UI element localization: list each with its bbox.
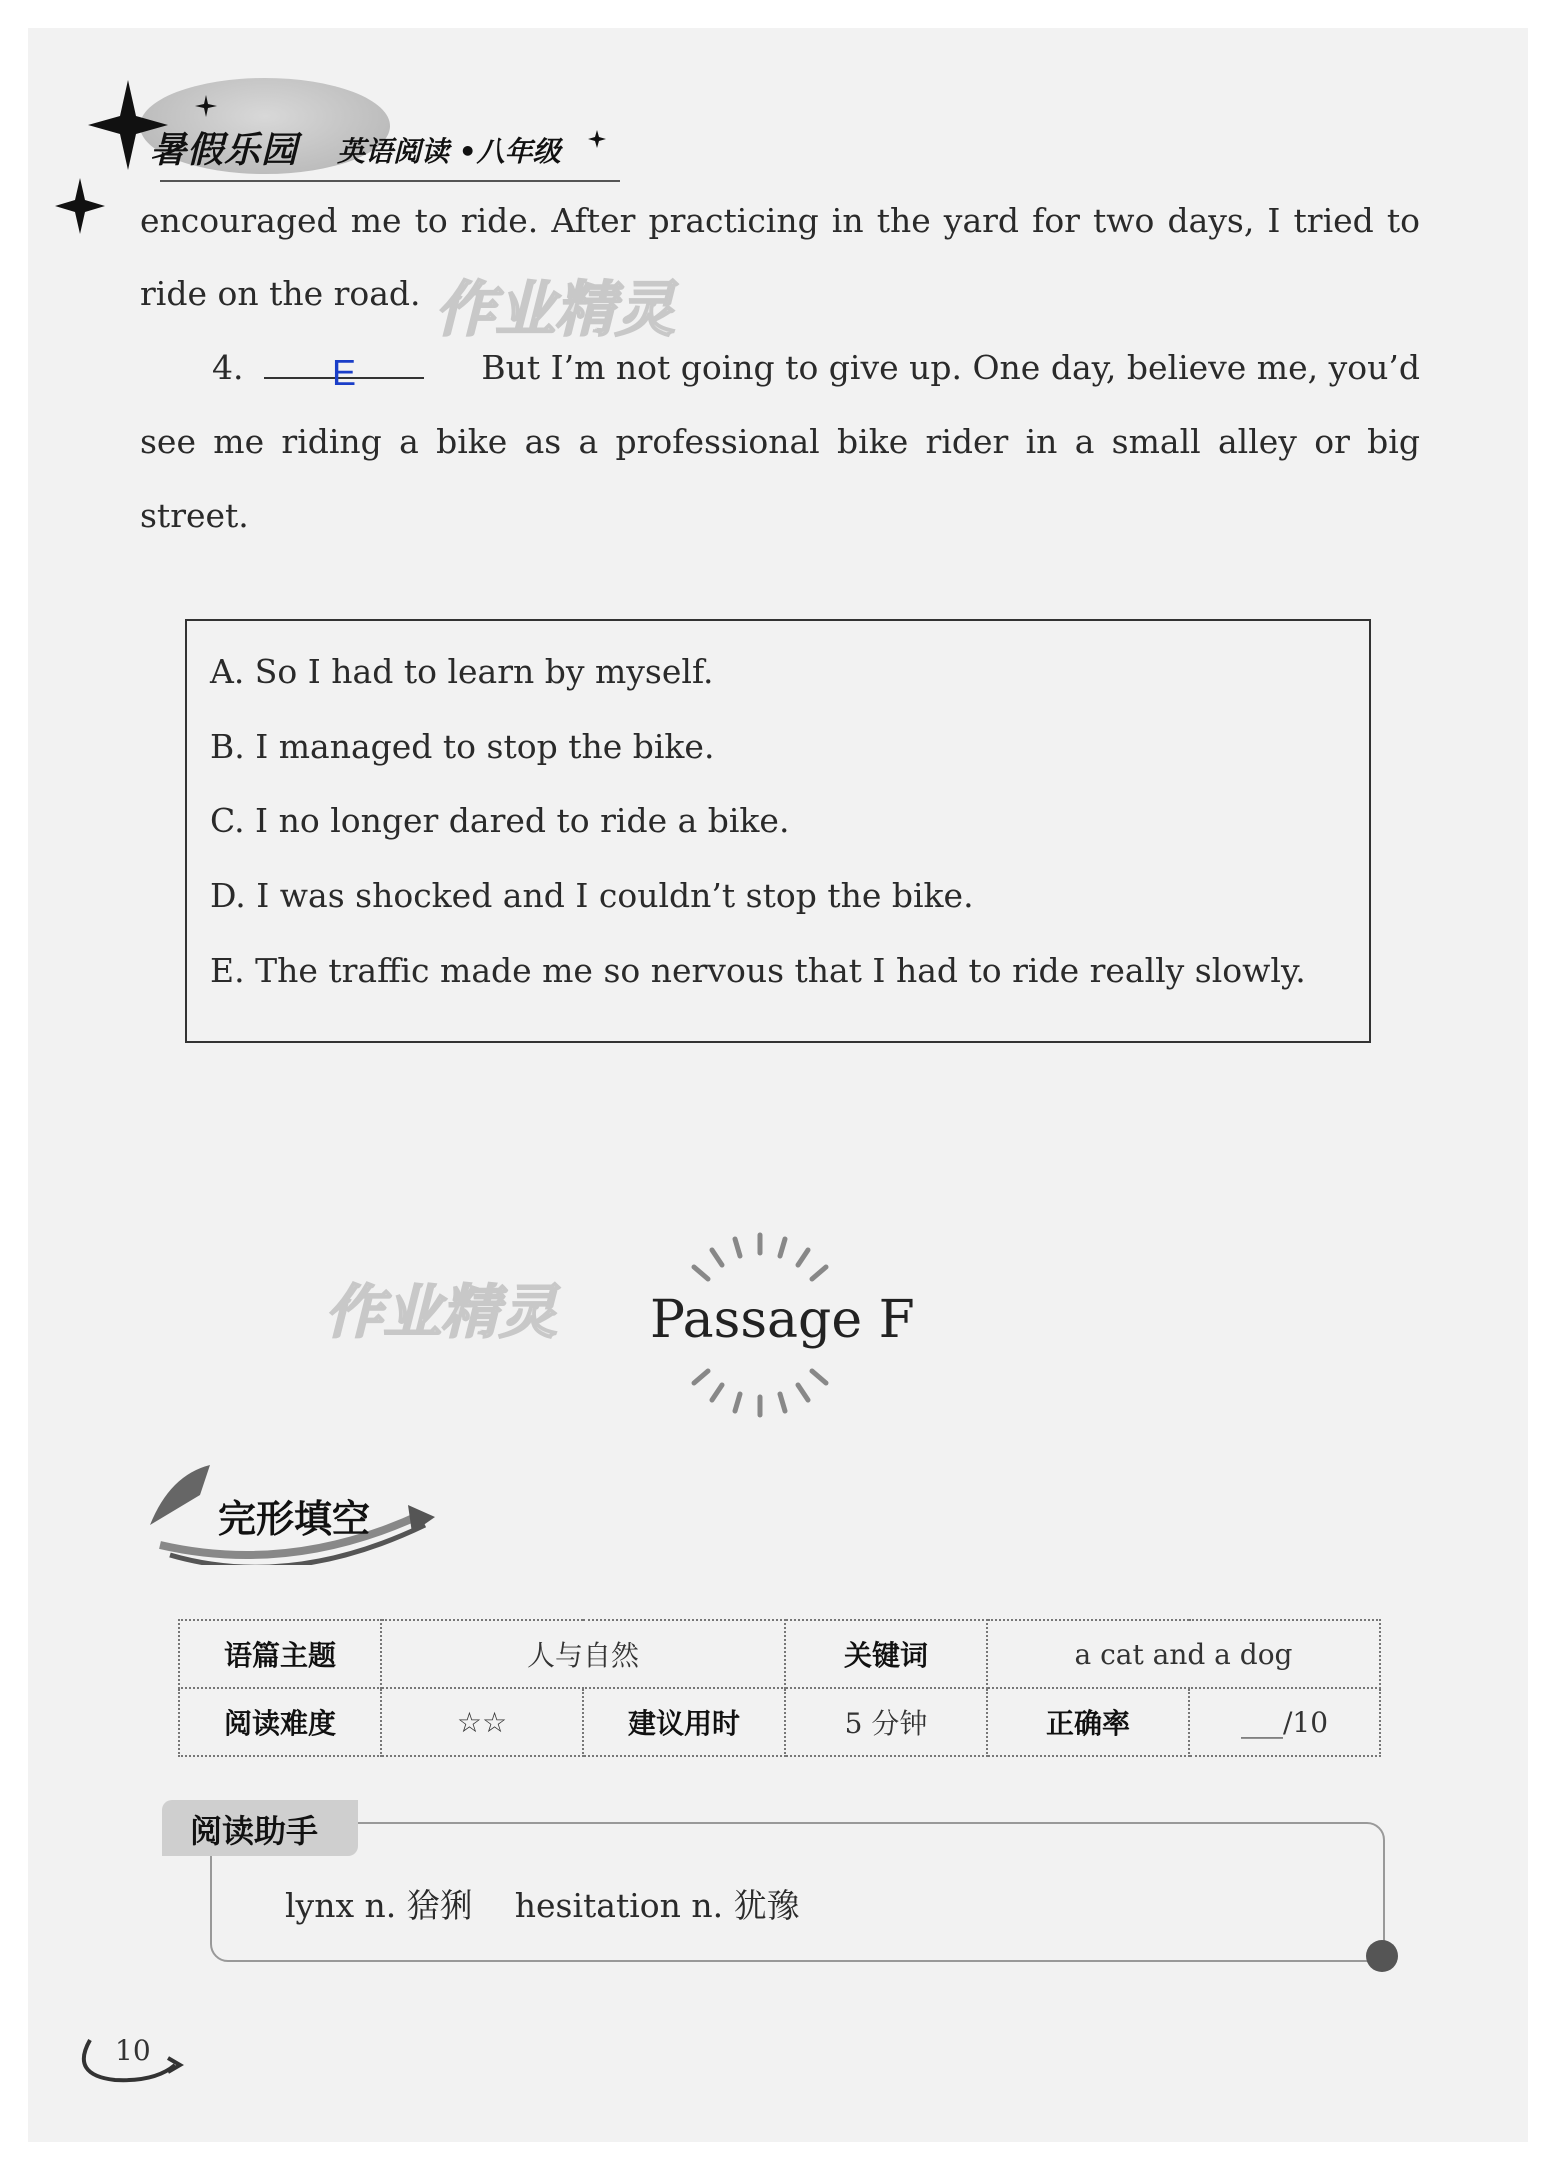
question-4-answer: E xyxy=(331,352,356,393)
page-number: 10 xyxy=(115,2034,151,2067)
table-row xyxy=(179,1620,1380,1688)
question-4-line xyxy=(212,330,1420,405)
difficulty-label: 阅读难度 xyxy=(179,1688,381,1756)
section-title: 完形填空 xyxy=(218,1497,371,1541)
keyword-label: 关键词 xyxy=(785,1620,987,1688)
watermark-middle: 作业精灵 xyxy=(325,1278,558,1346)
header-title: 暑假乐园 xyxy=(150,130,299,171)
story-line-1: encouraged me to ride. After practicing in the yard for two days, I tried to xyxy=(140,201,1420,240)
difficulty-value: ☆☆ xyxy=(381,1688,583,1756)
topic-label: 语篇主题 xyxy=(179,1620,381,1688)
story-line-5: street. xyxy=(140,496,249,535)
reading-helper-text: lynx n. 猞猁 hesitation n. 犹豫 xyxy=(285,1886,800,1925)
dot-icon xyxy=(1366,1940,1398,1972)
story-line-2: ride on the road. xyxy=(140,274,421,313)
accuracy-label: 正确率 xyxy=(987,1688,1189,1756)
header-rule xyxy=(160,180,620,182)
watermark-top: 作业精灵 xyxy=(435,275,675,345)
table-row xyxy=(179,1688,1380,1756)
question-4-text: But I’m not going to give up. One day, believe me, you’d xyxy=(481,348,1420,387)
accuracy-value: ___/10 xyxy=(1189,1688,1380,1756)
topic-value: 人与自然 xyxy=(381,1620,785,1688)
option-b: B. I managed to stop the bike. xyxy=(210,727,715,766)
header-subtitle: 英语阅读 •八年级 xyxy=(337,135,561,168)
star-tiny-icon xyxy=(588,130,606,148)
story-line-4: see me riding a bike as a professional bike rider in a small alley or big xyxy=(140,422,1420,461)
reading-helper-label: 阅读助手 xyxy=(190,1812,319,1850)
keyword-value: a cat and a dog xyxy=(987,1620,1380,1688)
time-value: 5 分钟 xyxy=(785,1688,987,1756)
option-a: A. So I had to learn by myself. xyxy=(210,652,714,691)
star-icon xyxy=(195,95,217,117)
option-d: D. I was shocked and I couldn’t stop the bike. xyxy=(210,876,974,915)
time-label: 建议用时 xyxy=(583,1688,785,1756)
question-4-answer-blank[interactable] xyxy=(264,343,424,393)
question-4-number: 4. xyxy=(212,348,244,387)
option-e: E. The traffic made me so nervous that I had to ride really slowly. xyxy=(210,951,1306,990)
passage-info-table xyxy=(178,1619,1381,1757)
passage-title: Passage F xyxy=(650,1290,915,1350)
option-c: C. I no longer dared to ride a bike. xyxy=(210,801,790,840)
sparkle-small-icon xyxy=(55,178,105,234)
